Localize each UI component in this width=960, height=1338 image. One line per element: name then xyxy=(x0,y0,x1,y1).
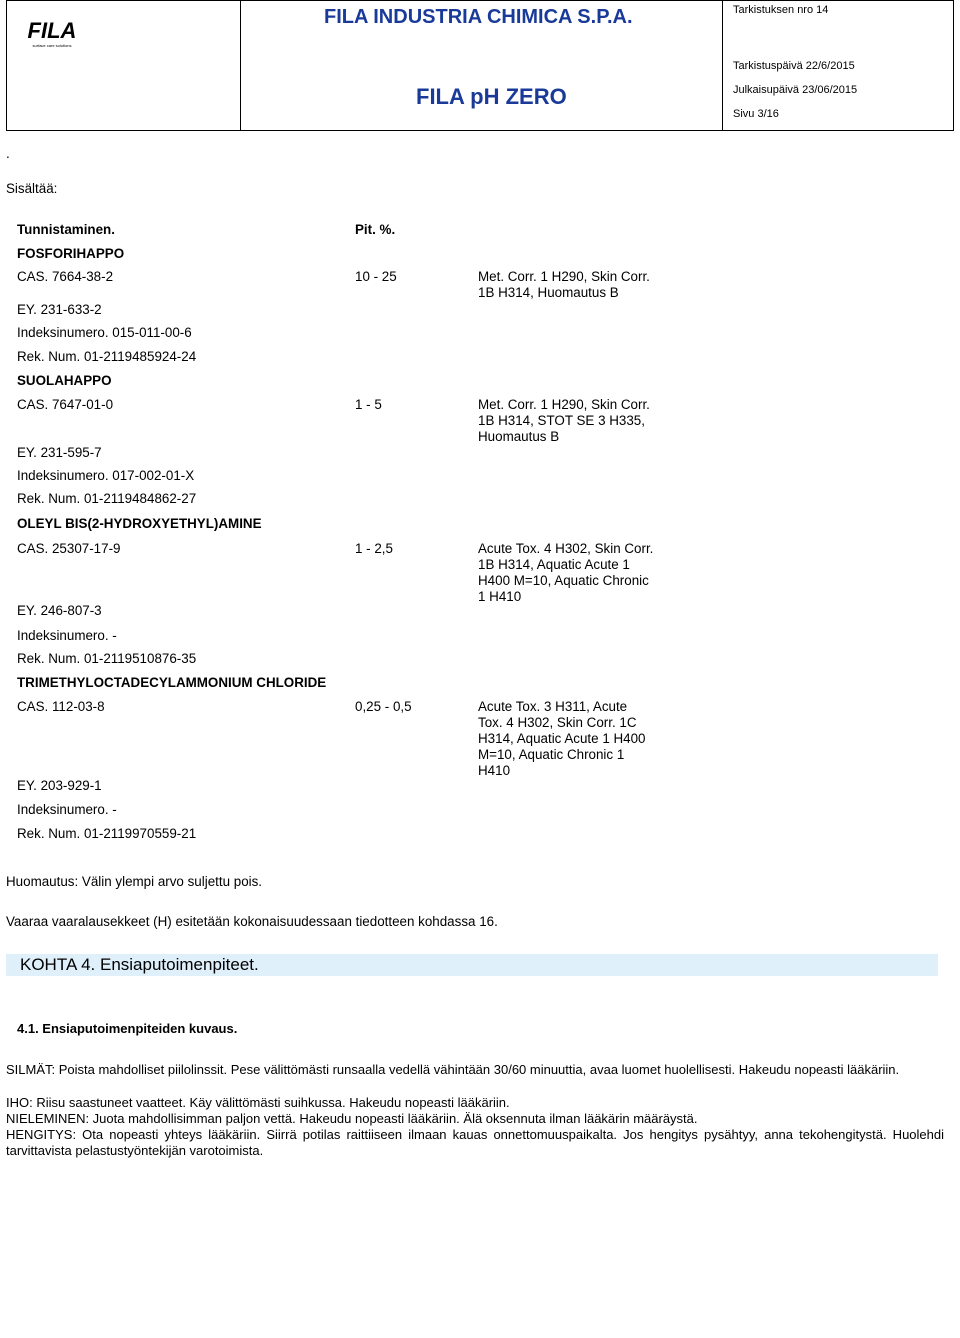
substance-name: FOSFORIHAPPO xyxy=(17,246,125,261)
concentration: 1 - 5 xyxy=(355,397,382,412)
page-number: Sivu 3/16 xyxy=(733,108,779,120)
identification-header: Tunnistaminen. xyxy=(17,222,115,237)
section-4-title: KOHTA 4. Ensiaputoimenpiteet. xyxy=(20,955,259,974)
publish-date: Julkaisupäivä 23/06/2015 xyxy=(733,84,858,96)
ec-number: EY. 231-633-2 xyxy=(17,302,102,317)
classification-line: Huomautus B xyxy=(478,429,560,444)
contains-label: Sisältää: xyxy=(6,181,58,196)
inhalation-instructions: HENGITYS: Ota nopeasti yhteys lääkäriin. Siirrä potilas raittiiseen ilmaan kauas onnettomuuspaikalta. Jos hengitys pysähtyy, anna tekohengitystä. Huolehdi tarvittavista pelastustyöntekijän varotoimista. xyxy=(6,1127,944,1158)
fila-logo xyxy=(26,14,78,50)
classification-line: 1 H410 xyxy=(478,589,522,604)
cas-number: CAS. 7647-01-0 xyxy=(17,397,114,412)
classification-line: M=10, Aquatic Chronic 1 xyxy=(478,747,625,762)
cas-number: CAS. 25307-17-9 xyxy=(17,541,121,556)
concentration-header: Pit. %. xyxy=(355,222,396,237)
cas-number: CAS. 112-03-8 xyxy=(17,699,105,714)
substance-name: OLEYL BIS(2-HYDROXYETHYL)AMINE xyxy=(17,516,262,531)
classification-line: Tox. 4 H302, Skin Corr. 1C xyxy=(478,715,637,730)
cas-number: CAS. 7664-38-2 xyxy=(17,269,114,284)
concentration: 1 - 2,5 xyxy=(355,541,393,556)
classification-line: Met. Corr. 1 H290, Skin Corr. xyxy=(478,269,650,284)
ec-number: EY. 203-929-1 xyxy=(17,778,102,793)
concentration: 0,25 - 0,5 xyxy=(355,699,412,714)
skin-instructions: IHO: Riisu saastuneet vaatteet. Käy välittömästi suihkussa. Hakeudu nopeasti lääkäriin. xyxy=(6,1095,510,1110)
registration-number: Rek. Num. 01-2119970559-21 xyxy=(17,826,197,841)
substance-name: SUOLAHAPPO xyxy=(17,373,112,388)
company-name: FILA INDUSTRIA CHIMICA S.P.A. xyxy=(324,6,633,28)
revision-number: Tarkistuksen nro 14 xyxy=(733,4,829,16)
classification-line: 1B H314, Aquatic Acute 1 xyxy=(478,557,630,572)
classification-line: H314, Aquatic Acute 1 H400 xyxy=(478,731,646,746)
revision-date: Tarkistuspäivä 22/6/2015 xyxy=(733,60,855,72)
document-header xyxy=(6,0,954,131)
classification-line: 1B H314, Huomautus B xyxy=(478,285,619,300)
classification-line: H410 xyxy=(478,763,511,778)
index-number: Indeksinumero. 015-011-00-6 xyxy=(17,325,192,340)
classification-line: Acute Tox. 4 H302, Skin Corr. xyxy=(478,541,654,556)
concentration: 10 - 25 xyxy=(355,269,397,284)
eyes-instructions: SILMÄT: Poista mahdolliset piilolinssit. Pese välittömästi runsaalla vedellä vähintään 30/60 minuuttia, avaa luomet huolellisesti. Hakeudu nopeasti lääkäriin. xyxy=(6,1062,900,1077)
registration-number: Rek. Num. 01-2119484862-27 xyxy=(17,491,197,506)
registration-number: Rek. Num. 01-2119510876-35 xyxy=(17,651,197,666)
logo-subtext: surface care solutions xyxy=(32,43,72,48)
classification-line: Met. Corr. 1 H290, Skin Corr. xyxy=(478,397,650,412)
hazard-statements-note: Vaaraa vaaralausekkeet (H) esitetään kokonaisuudessaan tiedotteen kohdassa 16. xyxy=(6,914,498,929)
index-number: Indeksinumero. 017-002-01-X xyxy=(17,468,195,483)
upper-limit-note: Huomautus: Välin ylempi arvo suljettu pois. xyxy=(6,874,263,889)
registration-number: Rek. Num. 01-2119485924-24 xyxy=(17,349,197,364)
classification-line: H400 M=10, Aquatic Chronic xyxy=(478,573,649,588)
classification-line: 1B H314, STOT SE 3 H335, xyxy=(478,413,645,428)
section-4-1-title: 4.1. Ensiaputoimenpiteiden kuvaus. xyxy=(17,1021,238,1036)
index-number: Indeksinumero. - xyxy=(17,628,117,643)
classification-line: Acute Tox. 3 H311, Acute xyxy=(478,699,628,714)
section-4-header xyxy=(6,954,938,976)
substance-name: TRIMETHYLOCTADECYLAMMONIUM CHLORIDE xyxy=(17,675,327,690)
ec-number: EY. 231-595-7 xyxy=(17,445,102,460)
index-number: Indeksinumero. - xyxy=(17,802,117,817)
ec-number: EY. 246-807-3 xyxy=(17,603,102,618)
product-name: FILA pH ZERO xyxy=(416,84,567,109)
separator-dot: . xyxy=(6,146,10,161)
ingestion-instructions: NIELEMINEN: Juota mahdollisimman paljon vettä. Hakeudu nopeasti lääkäriin. Älä oksennuta ilman lääkärin määräystä. xyxy=(6,1111,698,1126)
logo-text: FILA xyxy=(27,18,77,43)
